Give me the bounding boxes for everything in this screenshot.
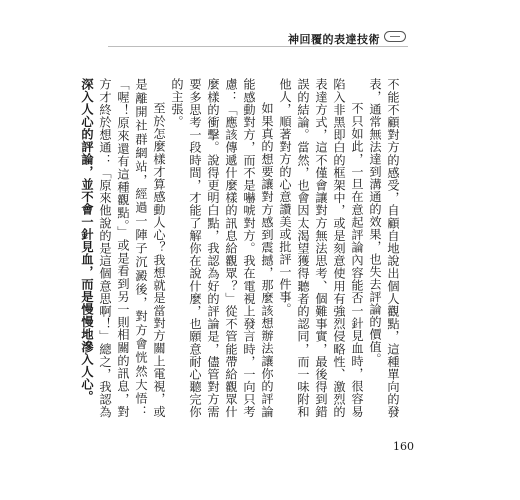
header-ornament-icon: [384, 31, 406, 42]
header-divider: [108, 46, 408, 47]
paragraph-4-emphasis: 深入人心的評論，並不會一針見血，而是慢慢地滲入人心。: [80, 78, 94, 403]
paragraph-4: [78, 78, 168, 418]
paragraph-2: 不只如此，一旦在意起評論內容能否一針見血時，很容易陷入非黑即白的框架中，或是刻意使用有強烈侵略性、激烈的表達方式，這不僅會讓對方無法思考、個難事實，最後得到錯誤的結論。當然，也會因太渴望獲得聽者的認同，而一味附和他人，順著對方的心意讚美或批評一件事。: [278, 78, 364, 418]
paragraph-4-text: 至於怎麼樣才算感動人心？我想就是當對方關上電視，或是離開社群網站，經過一陣子沉澱後，對方會恍然大悟：「喔！原來還有這種觀點。」或是看到另一則相關的訊息，對方才終於想通：「原來他說的是這個意思啊！」總之，我認為: [98, 78, 166, 418]
running-header-title: 神回覆的表達技術: [288, 33, 380, 46]
paragraph-1: 不能不顧對方的感受，自顧自地說出個人觀點，這種單向的發表，通常無法達到溝通的效果，也失去評論的價值。: [368, 78, 400, 418]
page-number: 160: [393, 440, 414, 453]
paragraph-3: 如果真的想要讓對方感到震撼，那麼該想辦法讓你的評論能感動對方，而不是嚇唬對方。我在電視上發言時，一向只考慮：「應該傳遞什麼樣的訊息給觀眾？」從不管能帶給觀眾什麼樣的衝擊。說得更明白點，我認為好的評論是，儘管對方需要多思考一段時間，才能了解你在說什麼，也願意耐心聽完你的主張。: [170, 78, 274, 418]
vertical-body-text: [80, 78, 402, 418]
